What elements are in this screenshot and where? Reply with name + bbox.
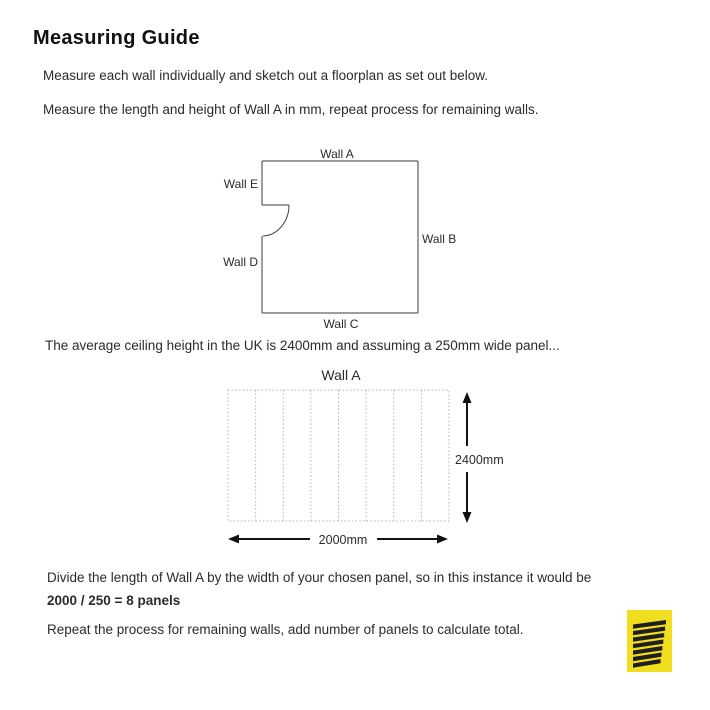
instruction-divide: Divide the length of Wall A by the width of your chosen panel, so in this instance it would be	[47, 570, 592, 585]
calculation-text: 2000 / 250 = 8 panels	[47, 593, 181, 608]
instruction-ceiling: The average ceiling height in the UK is 2400mm and assuming a 250mm wide panel...	[45, 338, 560, 353]
instruction-repeat: Repeat the process for remaining walls, add number of panels to calculate total.	[47, 622, 524, 637]
floorplan-label-wall-d: Wall D	[223, 255, 258, 269]
panel-dividers	[256, 390, 422, 521]
floorplan-label-wall-a: Wall A	[320, 147, 354, 161]
height-dimension-label: 2400mm	[455, 453, 504, 467]
page-title: Measuring Guide	[33, 27, 200, 49]
door-swing-arc	[263, 205, 289, 236]
stacked-panels-logo	[627, 610, 672, 672]
panel-diagram-title: Wall A	[321, 367, 361, 383]
width-dimension-label: 2000mm	[318, 533, 368, 547]
instruction-step1: Measure each wall individually and sketch out a floorplan as set out below.	[43, 68, 489, 83]
floorplan-label-wall-b: Wall B	[422, 232, 457, 246]
arrowhead-right-icon	[437, 535, 448, 544]
arrowhead-down-icon	[463, 512, 472, 523]
instruction-step2: Measure the length and height of Wall A in mm, repeat process for remaining walls.	[43, 102, 539, 117]
floorplan-diagram	[218, 142, 466, 338]
floorplan-label-wall-c: Wall C	[323, 317, 359, 331]
floorplan-label-wall-e: Wall E	[223, 177, 258, 191]
panel-diagram	[218, 362, 510, 554]
